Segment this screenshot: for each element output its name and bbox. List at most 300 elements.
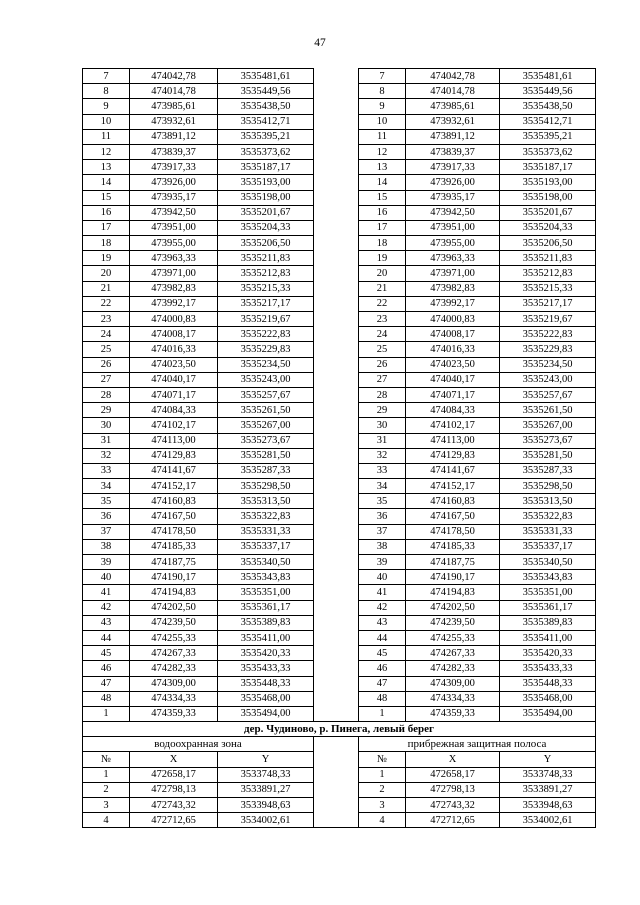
right-y-coordinate: 3535298,50 <box>500 479 596 494</box>
column-gap <box>314 782 359 797</box>
left-y-coordinate: 3535481,61 <box>218 69 314 84</box>
left-x-coordinate: 473955,00 <box>130 236 218 251</box>
left-y-coordinate: 3535206,50 <box>218 236 314 251</box>
left-x-coordinate: 473951,00 <box>130 220 218 235</box>
right-point-number: 28 <box>359 387 406 402</box>
column-gap <box>314 99 359 114</box>
right-point-number: 19 <box>359 251 406 266</box>
right-y-coordinate: 3535187,17 <box>500 160 596 175</box>
column-gap <box>314 266 359 281</box>
table-row <box>83 296 596 311</box>
column-gap <box>314 236 359 251</box>
table-row <box>83 615 596 630</box>
column-header-row <box>83 752 596 767</box>
right-x-coordinate: 474167,50 <box>406 509 500 524</box>
left-point-number: 39 <box>83 555 130 570</box>
right-y-coordinate: 3535257,67 <box>500 387 596 402</box>
right-point-number: 45 <box>359 646 406 661</box>
column-gap <box>314 479 359 494</box>
left-point-number: 32 <box>83 448 130 463</box>
left-y-coordinate: 3535395,21 <box>218 129 314 144</box>
right-y-coordinate: 3535448,33 <box>500 676 596 691</box>
left-point-number: 29 <box>83 403 130 418</box>
column-gap <box>314 251 359 266</box>
left-point-number: 36 <box>83 509 130 524</box>
left-point-number: 15 <box>83 190 130 205</box>
left-point-number: 10 <box>83 114 130 129</box>
right-point-number: 3 <box>359 798 406 813</box>
left-y-coordinate: 3535219,67 <box>218 312 314 327</box>
left-point-number: 44 <box>83 630 130 645</box>
upper-coordinates <box>83 69 596 722</box>
table-row <box>83 539 596 554</box>
left-y-coordinate: 3535449,56 <box>218 84 314 99</box>
right-point-number: 1 <box>359 767 406 782</box>
table-row <box>83 646 596 661</box>
right-y-coordinate: 3535287,33 <box>500 463 596 478</box>
right-y-coordinate: 3535481,61 <box>500 69 596 84</box>
table-row <box>83 479 596 494</box>
left-point-number: 40 <box>83 570 130 585</box>
right-x-coordinate: 473992,17 <box>406 296 500 311</box>
left-point-number: 3 <box>83 798 130 813</box>
right-y-coordinate: 3535273,67 <box>500 433 596 448</box>
zone-label-row <box>83 737 596 752</box>
left-y-coordinate: 3535193,00 <box>218 175 314 190</box>
right-x-coordinate: 473839,37 <box>406 144 500 159</box>
left-point-number: 7 <box>83 69 130 84</box>
left-x-coordinate: 474187,75 <box>130 555 218 570</box>
right-x-coordinate: 474334,33 <box>406 691 500 706</box>
right-point-number: 23 <box>359 312 406 327</box>
left-y-coordinate: 3535438,50 <box>218 99 314 114</box>
left-point-number: 41 <box>83 585 130 600</box>
left-y-coordinate: 3535448,33 <box>218 676 314 691</box>
column-gap <box>314 691 359 706</box>
column-gap <box>314 387 359 402</box>
table-row <box>83 524 596 539</box>
right-x-coordinate: 474141,67 <box>406 463 500 478</box>
column-gap <box>314 752 359 767</box>
left-x-coordinate: 473839,37 <box>130 144 218 159</box>
right-x-coordinate: 474016,33 <box>406 342 500 357</box>
right-x-header: X <box>406 752 500 767</box>
right-point-number: 48 <box>359 691 406 706</box>
right-x-coordinate: 473942,50 <box>406 205 500 220</box>
table-row <box>83 782 596 797</box>
left-x-coordinate: 474102,17 <box>130 418 218 433</box>
right-point-number: 33 <box>359 463 406 478</box>
left-point-number: 17 <box>83 220 130 235</box>
left-x-coordinate: 474084,33 <box>130 403 218 418</box>
left-y-coordinate: 3535494,00 <box>218 706 314 721</box>
right-x-coordinate: 474023,50 <box>406 357 500 372</box>
right-y-coordinate: 3533948,63 <box>500 798 596 813</box>
left-y-coordinate: 3535389,83 <box>218 615 314 630</box>
right-point-number: 31 <box>359 433 406 448</box>
right-point-number: 20 <box>359 266 406 281</box>
left-x-coordinate: 474178,50 <box>130 524 218 539</box>
right-point-number: 9 <box>359 99 406 114</box>
left-point-number: 33 <box>83 463 130 478</box>
left-point-number: 31 <box>83 433 130 448</box>
right-x-coordinate: 474185,33 <box>406 539 500 554</box>
right-x-coordinate: 474178,50 <box>406 524 500 539</box>
table-row <box>83 281 596 296</box>
left-y-coordinate: 3535257,67 <box>218 387 314 402</box>
right-point-number: 18 <box>359 236 406 251</box>
left-point-number: 37 <box>83 524 130 539</box>
right-y-coordinate: 3535234,50 <box>500 357 596 372</box>
table-row <box>83 387 596 402</box>
right-y-coordinate: 3535211,83 <box>500 251 596 266</box>
left-point-number: 23 <box>83 312 130 327</box>
column-gap <box>314 342 359 357</box>
right-y-coordinate: 3535337,17 <box>500 539 596 554</box>
left-y-coordinate: 3535267,00 <box>218 418 314 433</box>
right-x-coordinate: 473917,33 <box>406 160 500 175</box>
left-y-coordinate: 3535468,00 <box>218 691 314 706</box>
left-zone-label: водоохранная зона <box>83 737 314 752</box>
right-y-coordinate: 3535322,83 <box>500 509 596 524</box>
right-y-coordinate: 3535412,71 <box>500 114 596 129</box>
right-x-coordinate: 474309,00 <box>406 676 500 691</box>
column-gap <box>314 555 359 570</box>
left-x-coordinate: 473942,50 <box>130 205 218 220</box>
table-row <box>83 342 596 357</box>
column-gap <box>314 220 359 235</box>
table-row <box>83 266 596 281</box>
left-y-coordinate: 3535361,17 <box>218 600 314 615</box>
right-point-number: 27 <box>359 372 406 387</box>
left-point-number: 34 <box>83 479 130 494</box>
left-point-number: 1 <box>83 767 130 782</box>
table-row <box>83 251 596 266</box>
right-x-coordinate: 472658,17 <box>406 767 500 782</box>
column-gap <box>314 205 359 220</box>
column-gap <box>314 296 359 311</box>
right-y-coordinate: 3534002,61 <box>500 813 596 828</box>
left-x-coordinate: 474194,83 <box>130 585 218 600</box>
right-y-coordinate: 3535331,33 <box>500 524 596 539</box>
left-y-coordinate: 3535215,33 <box>218 281 314 296</box>
left-x-coordinate: 474016,33 <box>130 342 218 357</box>
right-x-coordinate: 473935,17 <box>406 190 500 205</box>
left-y-coordinate: 3535261,50 <box>218 403 314 418</box>
right-point-number: 30 <box>359 418 406 433</box>
left-x-coordinate: 474071,17 <box>130 387 218 402</box>
left-x-coordinate: 474141,67 <box>130 463 218 478</box>
left-y-coordinate: 3535343,83 <box>218 570 314 585</box>
column-gap <box>314 661 359 676</box>
right-x-coordinate: 474255,33 <box>406 630 500 645</box>
table-row <box>83 676 596 691</box>
left-x-coordinate: 474040,17 <box>130 372 218 387</box>
right-y-coordinate: 3535201,67 <box>500 205 596 220</box>
left-y-coordinate: 3535281,50 <box>218 448 314 463</box>
right-point-number: 22 <box>359 296 406 311</box>
right-point-number: 41 <box>359 585 406 600</box>
right-y-coordinate: 3535420,33 <box>500 646 596 661</box>
left-y-coordinate: 3533891,27 <box>218 782 314 797</box>
right-point-number: 36 <box>359 509 406 524</box>
right-x-coordinate: 474202,50 <box>406 600 500 615</box>
left-number-header: № <box>83 752 130 767</box>
right-y-coordinate: 3535340,50 <box>500 555 596 570</box>
column-gap <box>314 676 359 691</box>
right-y-coordinate: 3535193,00 <box>500 175 596 190</box>
right-y-coordinate: 3535468,00 <box>500 691 596 706</box>
right-point-number: 34 <box>359 479 406 494</box>
table-row <box>83 312 596 327</box>
table-row <box>83 160 596 175</box>
right-y-coordinate: 3535212,83 <box>500 266 596 281</box>
left-x-coordinate: 472743,32 <box>130 798 218 813</box>
left-x-coordinate: 474129,83 <box>130 448 218 463</box>
left-point-number: 20 <box>83 266 130 281</box>
right-y-coordinate: 3535215,33 <box>500 281 596 296</box>
right-x-coordinate: 472798,13 <box>406 782 500 797</box>
table-row <box>83 357 596 372</box>
left-point-number: 45 <box>83 646 130 661</box>
right-point-number: 13 <box>359 160 406 175</box>
left-x-coordinate: 474167,50 <box>130 509 218 524</box>
section-title: дер. Чудиново, р. Пинега, левый берег <box>83 722 596 737</box>
left-point-number: 9 <box>83 99 130 114</box>
right-x-coordinate: 474129,83 <box>406 448 500 463</box>
left-y-coordinate: 3533748,33 <box>218 767 314 782</box>
column-gap <box>314 767 359 782</box>
right-x-coordinate: 472712,65 <box>406 813 500 828</box>
right-point-number: 15 <box>359 190 406 205</box>
column-gap <box>314 129 359 144</box>
column-gap <box>314 327 359 342</box>
right-y-coordinate: 3535494,00 <box>500 706 596 721</box>
table-row <box>83 706 596 721</box>
left-x-coordinate: 474334,33 <box>130 691 218 706</box>
right-point-number: 10 <box>359 114 406 129</box>
right-point-number: 11 <box>359 129 406 144</box>
left-point-number: 11 <box>83 129 130 144</box>
right-x-coordinate: 474014,78 <box>406 84 500 99</box>
left-point-number: 19 <box>83 251 130 266</box>
left-x-coordinate: 473891,12 <box>130 129 218 144</box>
right-y-coordinate: 3535219,67 <box>500 312 596 327</box>
left-y-coordinate: 3535222,83 <box>218 327 314 342</box>
table-row <box>83 691 596 706</box>
left-point-number: 21 <box>83 281 130 296</box>
column-gap <box>314 509 359 524</box>
table-row <box>83 236 596 251</box>
column-gap <box>314 813 359 828</box>
left-point-number: 30 <box>83 418 130 433</box>
right-point-number: 47 <box>359 676 406 691</box>
table-row <box>83 600 596 615</box>
table-row <box>83 585 596 600</box>
left-y-coordinate: 3535420,33 <box>218 646 314 661</box>
right-y-coordinate: 3535217,17 <box>500 296 596 311</box>
table-row <box>83 372 596 387</box>
left-point-number: 1 <box>83 706 130 721</box>
left-x-coordinate: 474042,78 <box>130 69 218 84</box>
right-y-coordinate: 3535411,00 <box>500 630 596 645</box>
right-point-number: 14 <box>359 175 406 190</box>
column-gap <box>314 160 359 175</box>
right-point-number: 29 <box>359 403 406 418</box>
column-gap <box>314 646 359 661</box>
right-y-coordinate: 3533891,27 <box>500 782 596 797</box>
left-y-header: Y <box>218 752 314 767</box>
right-x-coordinate: 474040,17 <box>406 372 500 387</box>
left-point-number: 48 <box>83 691 130 706</box>
right-y-coordinate: 3535267,00 <box>500 418 596 433</box>
left-point-number: 8 <box>83 84 130 99</box>
right-y-coordinate: 3535243,00 <box>500 372 596 387</box>
left-y-coordinate: 3535243,00 <box>218 372 314 387</box>
right-x-coordinate: 474267,33 <box>406 646 500 661</box>
right-point-number: 37 <box>359 524 406 539</box>
right-x-coordinate: 474071,17 <box>406 387 500 402</box>
left-x-coordinate: 474008,17 <box>130 327 218 342</box>
table-row <box>83 509 596 524</box>
left-x-header: X <box>130 752 218 767</box>
left-y-coordinate: 3535337,17 <box>218 539 314 554</box>
left-x-coordinate: 473926,00 <box>130 175 218 190</box>
right-point-number: 16 <box>359 205 406 220</box>
table-row <box>83 69 596 84</box>
column-gap <box>314 372 359 387</box>
left-point-number: 28 <box>83 387 130 402</box>
right-point-number: 32 <box>359 448 406 463</box>
left-x-coordinate: 472798,13 <box>130 782 218 797</box>
left-x-coordinate: 474185,33 <box>130 539 218 554</box>
left-point-number: 35 <box>83 494 130 509</box>
column-gap <box>314 798 359 813</box>
left-x-coordinate: 474309,00 <box>130 676 218 691</box>
left-point-number: 38 <box>83 539 130 554</box>
left-x-coordinate: 473982,83 <box>130 281 218 296</box>
right-x-coordinate: 474102,17 <box>406 418 500 433</box>
right-x-coordinate: 473985,61 <box>406 99 500 114</box>
column-gap <box>314 84 359 99</box>
right-zone-label: прибрежная защитная полоса <box>359 737 596 752</box>
right-x-coordinate: 473963,33 <box>406 251 500 266</box>
right-x-coordinate: 474187,75 <box>406 555 500 570</box>
right-point-number: 39 <box>359 555 406 570</box>
right-point-number: 26 <box>359 357 406 372</box>
right-x-coordinate: 474160,83 <box>406 494 500 509</box>
table-row <box>83 99 596 114</box>
left-x-coordinate: 474160,83 <box>130 494 218 509</box>
left-point-number: 13 <box>83 160 130 175</box>
right-x-coordinate: 474008,17 <box>406 327 500 342</box>
right-point-number: 4 <box>359 813 406 828</box>
left-y-coordinate: 3535351,00 <box>218 585 314 600</box>
left-x-coordinate: 474113,00 <box>130 433 218 448</box>
left-y-coordinate: 3535433,33 <box>218 661 314 676</box>
right-y-coordinate: 3535361,17 <box>500 600 596 615</box>
page-number: 47 <box>314 37 326 49</box>
right-point-number: 1 <box>359 706 406 721</box>
column-gap <box>314 312 359 327</box>
left-y-coordinate: 3535211,83 <box>218 251 314 266</box>
right-y-coordinate: 3535313,50 <box>500 494 596 509</box>
right-point-number: 40 <box>359 570 406 585</box>
coordinates-table <box>82 68 596 828</box>
table-row <box>83 570 596 585</box>
left-x-coordinate: 473963,33 <box>130 251 218 266</box>
table-row <box>83 555 596 570</box>
left-point-number: 2 <box>83 782 130 797</box>
right-point-number: 17 <box>359 220 406 235</box>
right-y-coordinate: 3535343,83 <box>500 570 596 585</box>
table-row <box>83 114 596 129</box>
right-x-coordinate: 473982,83 <box>406 281 500 296</box>
section-title-row <box>83 722 596 737</box>
right-y-coordinate: 3535438,50 <box>500 99 596 114</box>
column-gap <box>314 494 359 509</box>
left-y-coordinate: 3535204,33 <box>218 220 314 235</box>
left-x-coordinate: 474255,33 <box>130 630 218 645</box>
table-row <box>83 463 596 478</box>
right-point-number: 46 <box>359 661 406 676</box>
table-row <box>83 190 596 205</box>
right-point-number: 43 <box>359 615 406 630</box>
left-point-number: 4 <box>83 813 130 828</box>
left-y-coordinate: 3535229,83 <box>218 342 314 357</box>
column-gap <box>314 403 359 418</box>
left-x-coordinate: 474000,83 <box>130 312 218 327</box>
right-y-coordinate: 3535281,50 <box>500 448 596 463</box>
right-y-coordinate: 3535449,56 <box>500 84 596 99</box>
table-row <box>83 220 596 235</box>
right-x-coordinate: 474042,78 <box>406 69 500 84</box>
right-point-number: 38 <box>359 539 406 554</box>
column-gap <box>314 69 359 84</box>
left-point-number: 42 <box>83 600 130 615</box>
column-gap <box>314 570 359 585</box>
column-gap <box>314 585 359 600</box>
left-point-number: 26 <box>83 357 130 372</box>
left-y-coordinate: 3535411,00 <box>218 630 314 645</box>
column-gap <box>314 114 359 129</box>
left-x-coordinate: 473971,00 <box>130 266 218 281</box>
table-row <box>83 175 596 190</box>
right-point-number: 12 <box>359 144 406 159</box>
right-x-coordinate: 474239,50 <box>406 615 500 630</box>
right-point-number: 2 <box>359 782 406 797</box>
left-y-coordinate: 3535198,00 <box>218 190 314 205</box>
right-x-coordinate: 473932,61 <box>406 114 500 129</box>
left-y-coordinate: 3535313,50 <box>218 494 314 509</box>
table-row <box>83 327 596 342</box>
left-x-coordinate: 474202,50 <box>130 600 218 615</box>
column-gap <box>314 281 359 296</box>
right-y-coordinate: 3535206,50 <box>500 236 596 251</box>
left-y-coordinate: 3535287,33 <box>218 463 314 478</box>
right-point-number: 7 <box>359 69 406 84</box>
column-gap <box>314 524 359 539</box>
right-x-coordinate: 474194,83 <box>406 585 500 600</box>
left-y-coordinate: 3535331,33 <box>218 524 314 539</box>
table-row <box>83 433 596 448</box>
left-y-coordinate: 3535412,71 <box>218 114 314 129</box>
right-x-coordinate: 474282,33 <box>406 661 500 676</box>
column-gap <box>314 600 359 615</box>
right-y-coordinate: 3535229,83 <box>500 342 596 357</box>
left-y-coordinate: 3535187,17 <box>218 160 314 175</box>
left-y-coordinate: 3534002,61 <box>218 813 314 828</box>
